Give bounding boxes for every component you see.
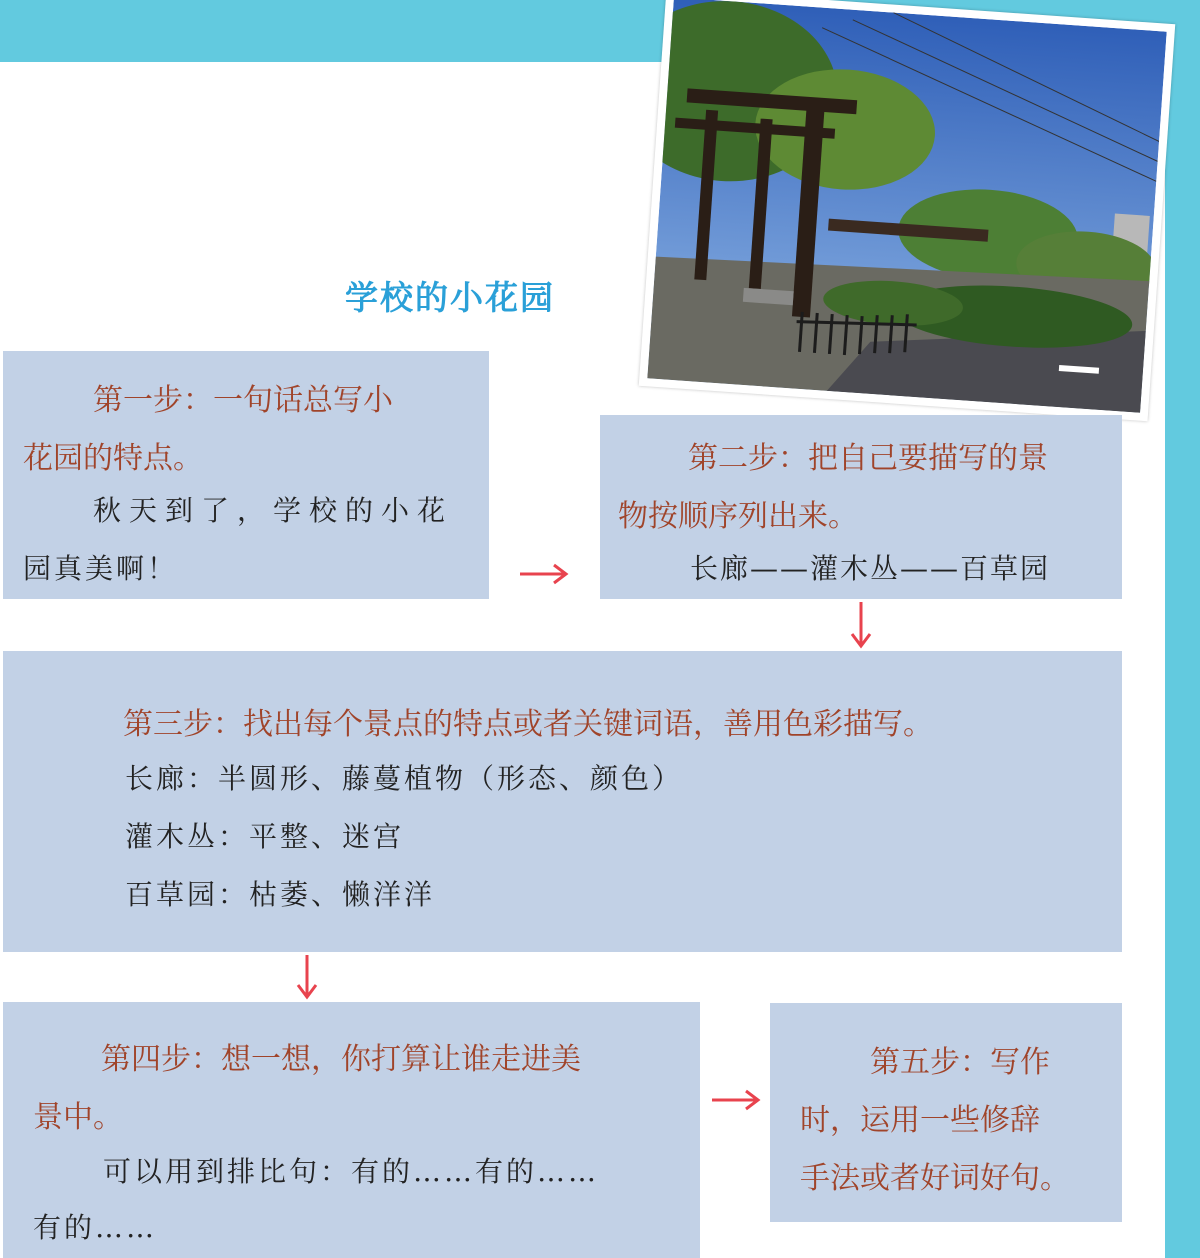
garden-photo-image: [647, 0, 1166, 413]
step5-heading-line-1: 第五步：写作: [870, 1045, 1050, 1080]
step1-heading-line-1: 第一步：一句话总写小: [93, 383, 393, 418]
step4-heading-line-2: 景中。: [33, 1100, 123, 1135]
step2-heading-line-2: 物按顺序列出来。: [618, 499, 858, 534]
arrow-right-icon: [518, 562, 570, 586]
step1-box: [3, 351, 489, 599]
step5-heading-line-3: 手法或者好词好句。: [800, 1161, 1070, 1196]
step3-box: [3, 651, 1122, 952]
page-title: 学校的小花园: [345, 278, 555, 317]
arrow-down-icon: [848, 600, 874, 650]
step3-body-line-3: 百草园：枯萎、懒洋洋: [125, 878, 436, 911]
step1-body-line-2: 园真美啊！: [23, 552, 179, 585]
step5-heading-line-2: 时，运用一些修辞: [800, 1103, 1040, 1138]
step2-body-line-1: 长廊——灌木丛——百草园: [690, 552, 1051, 585]
arrow-right-icon: [710, 1088, 762, 1112]
step3-body-line-2: 灌木丛：平整、迷宫: [125, 820, 405, 853]
step1-heading-line-2: 花园的特点。: [23, 441, 203, 476]
step4-box: [3, 1002, 700, 1258]
step5-box: [770, 1003, 1122, 1222]
step4-heading-line-1: 第四步：想一想，你打算让谁走进美: [101, 1042, 581, 1077]
right-banner: [1165, 0, 1200, 1258]
step2-heading-line-1: 第二步：把自己要描写的景: [688, 441, 1048, 476]
garden-photo: [639, 0, 1176, 421]
step1-body-line-1: 秋天到了，学校的小花: [93, 494, 454, 527]
step3-heading-line-1: 第三步：找出每个景点的特点或者关键词语，善用色彩描写。: [123, 707, 933, 742]
step2-box: [600, 415, 1122, 599]
step4-body-line-2: 有的……: [33, 1211, 158, 1244]
step3-body-line-1: 长廊：半圆形、藤蔓植物（形态、颜色）: [125, 762, 684, 795]
arrow-down-icon: [294, 953, 320, 1001]
step4-body-line-1: 可以用到排比句：有的……有的……: [103, 1155, 600, 1188]
